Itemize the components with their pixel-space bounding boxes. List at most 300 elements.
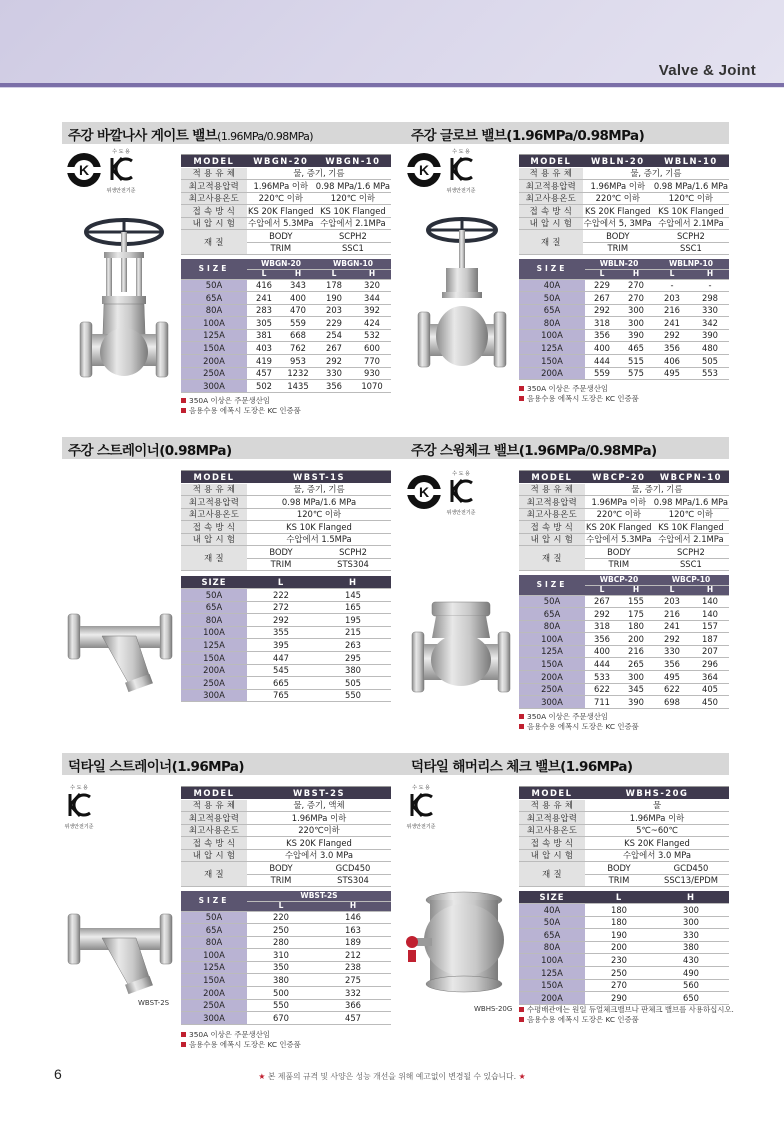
table-row xyxy=(181,999,391,1012)
value-cell: 344 xyxy=(353,292,391,305)
col-header: H xyxy=(691,585,729,595)
spec-value: 1.96MPa 이하 xyxy=(247,812,391,825)
value-cell: 953 xyxy=(281,355,315,368)
value-cell: 146 xyxy=(315,911,391,924)
model-label: MODEL xyxy=(181,155,247,168)
spec-value: KS 20K Flanged xyxy=(585,521,652,532)
size-cell: 300A xyxy=(181,689,247,702)
spec-label: 내 압 시 험 xyxy=(519,533,585,546)
table-row xyxy=(181,961,391,974)
note-bullet-icon xyxy=(519,1007,524,1012)
table-row xyxy=(519,954,729,967)
value-cell: 300 xyxy=(619,304,653,317)
value-cell: 356 xyxy=(585,633,619,646)
value-cell: 270 xyxy=(619,279,653,292)
value-cell: 200 xyxy=(585,941,653,954)
spec-value: KS 20K Flanged xyxy=(583,205,653,218)
value-cell: 330 xyxy=(653,645,691,658)
spec-label: 접 속 방 식 xyxy=(181,521,247,534)
value-cell: 241 xyxy=(653,317,691,330)
value-cell: 490 xyxy=(653,967,729,980)
value-cell: 403 xyxy=(247,342,281,355)
material-part: TRIM xyxy=(585,874,653,887)
star-icon: ★ xyxy=(518,1072,526,1081)
value-cell: 406 xyxy=(653,355,691,368)
note-item: 350A 이상은 주문생산임 xyxy=(181,396,301,406)
size-cell: 50A xyxy=(519,595,585,608)
value-cell: 175 xyxy=(619,608,653,621)
table-row xyxy=(519,292,729,305)
swing-check-valve-icon xyxy=(410,598,512,698)
value-cell: 140 xyxy=(691,608,729,621)
value-cell: 216 xyxy=(653,608,691,621)
spec-value: KS 10K Flanged xyxy=(653,205,729,218)
spec-label: 접 속 방 식 xyxy=(519,521,585,534)
spec-value: 0.98 MPa/1.6 MPa xyxy=(247,496,391,509)
spec-label: 접 속 방 식 xyxy=(181,837,247,850)
col-header: H xyxy=(315,901,391,911)
value-cell: 165 xyxy=(315,601,391,614)
value-cell: 502 xyxy=(247,380,281,393)
note-bullet-icon xyxy=(181,398,186,403)
table-row xyxy=(519,904,729,917)
section-title: 주강 스트레이너(0.98MPa) xyxy=(62,437,412,459)
table-row xyxy=(519,645,729,658)
kc-logo xyxy=(406,784,436,830)
spec-label: 최고사용온도 xyxy=(519,824,585,837)
gate-spec-table xyxy=(181,154,391,255)
value-cell: 457 xyxy=(247,367,281,380)
value-cell: 310 xyxy=(247,949,315,962)
spec-label: 접 속 방 식 xyxy=(519,205,583,218)
material-part: TRIM xyxy=(585,558,653,571)
kc-caption: 위생안전기준 xyxy=(406,824,436,830)
size-cell: 250A xyxy=(519,683,585,696)
value-cell: 400 xyxy=(585,645,619,658)
spec-label: 최고적용압력 xyxy=(519,496,585,509)
material-value: SSC13/EPDM xyxy=(653,874,729,887)
note-bullet-icon xyxy=(181,408,186,413)
material-value: STS304 xyxy=(315,558,391,571)
size-cell: 100A xyxy=(181,949,247,962)
spec-value: KS 10K Flanged xyxy=(315,205,391,218)
table-row xyxy=(519,355,729,368)
value-cell: 275 xyxy=(315,974,391,987)
size-cell: 100A xyxy=(519,633,585,646)
spec-value: 수압에서 3.0 MPa xyxy=(585,849,729,862)
size-cell: 65A xyxy=(181,924,247,937)
swing-notes xyxy=(519,712,639,732)
spec-value: 물 xyxy=(585,799,729,812)
table-row xyxy=(519,979,729,992)
spec-value: 수압에서 2.1MPa xyxy=(315,217,391,230)
material-part: TRIM xyxy=(583,242,653,255)
value-cell: 330 xyxy=(691,304,729,317)
table-row xyxy=(181,279,391,292)
col-header: L xyxy=(247,901,315,911)
spec-label: 내 압 시 험 xyxy=(181,533,247,546)
value-cell: 390 xyxy=(619,696,653,709)
material-label: 재 질 xyxy=(181,862,247,887)
size-cell: 125A xyxy=(519,967,585,980)
section-title: 덕타일 스트레이너(1.96MPa) xyxy=(62,753,412,775)
table-row xyxy=(181,367,391,380)
material-label: 재 질 xyxy=(519,862,585,887)
kc-mark-icon xyxy=(408,791,434,819)
value-cell: 665 xyxy=(247,677,315,690)
size-label: SIZE xyxy=(181,891,247,911)
value-cell: 187 xyxy=(691,633,729,646)
table-row xyxy=(519,658,729,671)
spec-value: KS 20K Flanged xyxy=(247,837,391,850)
value-cell: 457 xyxy=(315,1012,391,1025)
value-cell: 157 xyxy=(691,620,729,633)
value-cell: 553 xyxy=(691,367,729,380)
value-cell: 444 xyxy=(585,355,619,368)
value-cell: 263 xyxy=(315,639,391,652)
size-cell: 150A xyxy=(181,974,247,987)
size-cell: 80A xyxy=(181,936,247,949)
value-cell: 300 xyxy=(653,916,729,929)
value-cell: 145 xyxy=(315,589,391,602)
size-cell: 80A xyxy=(181,304,247,317)
value-cell: 559 xyxy=(585,367,619,380)
table-row xyxy=(519,683,729,696)
value-cell: 216 xyxy=(653,304,691,317)
value-cell: 356 xyxy=(585,329,619,342)
value-cell: 356 xyxy=(653,658,691,671)
value-cell: 515 xyxy=(619,355,653,368)
svg-text:K: K xyxy=(78,162,90,178)
value-cell: 272 xyxy=(247,601,315,614)
strainer-image xyxy=(66,600,176,699)
size-cell: 65A xyxy=(519,304,585,317)
spec-label: 최고적용압력 xyxy=(519,812,585,825)
gate-notes xyxy=(181,396,301,416)
kc-top-label: 수 도 용 xyxy=(412,785,430,791)
material-part: BODY xyxy=(247,862,315,875)
spec-value: 물, 증기, 기름 xyxy=(247,483,391,496)
note-item: 음용수용 에폭시 도장은 KC 인증품 xyxy=(181,1040,301,1050)
value-cell: 292 xyxy=(585,304,619,317)
section-hammerless-check-valve xyxy=(405,753,729,775)
value-cell: 300 xyxy=(619,317,653,330)
value-cell: 424 xyxy=(353,317,391,330)
value-cell: 355 xyxy=(247,626,315,639)
size-model-2: WBGN-10 xyxy=(315,259,391,269)
table-row xyxy=(519,279,729,292)
table-row xyxy=(181,626,391,639)
swing-spec-table xyxy=(519,470,729,571)
model-label: MODEL xyxy=(181,787,247,800)
material-part: BODY xyxy=(583,230,653,243)
value-cell: 180 xyxy=(619,620,653,633)
value-cell: 250 xyxy=(585,967,653,980)
table-row xyxy=(519,367,729,380)
value-cell: 444 xyxy=(585,658,619,671)
page-number: 6 xyxy=(54,1066,62,1082)
value-cell: 238 xyxy=(315,961,391,974)
header-rule xyxy=(0,83,784,87)
table-row xyxy=(181,1012,391,1025)
table-row xyxy=(181,652,391,665)
model-1: WBLN-20 xyxy=(583,155,653,168)
kc-mark-icon xyxy=(448,477,474,505)
note-item: 350A 이상은 주문생산임 xyxy=(519,712,639,722)
value-cell: 296 xyxy=(691,658,729,671)
material-part: TRIM xyxy=(247,558,315,571)
value-cell: 155 xyxy=(619,595,653,608)
value-cell: 560 xyxy=(653,979,729,992)
spec-value: 220℃이하 xyxy=(247,824,391,837)
value-cell: 364 xyxy=(691,671,729,684)
col-header: H xyxy=(653,891,729,904)
table-row xyxy=(181,614,391,627)
table-row xyxy=(181,639,391,652)
col-header: H xyxy=(619,269,653,279)
strainer-size-table xyxy=(181,576,391,702)
size-model-2: WBCP-10 xyxy=(653,575,729,585)
value-cell: - xyxy=(691,279,729,292)
model-label: MODEL xyxy=(519,471,585,484)
kc-logo xyxy=(446,470,476,516)
size-cell: 250A xyxy=(181,999,247,1012)
value-cell: 366 xyxy=(315,999,391,1012)
size-model-1: WBST-2S xyxy=(247,891,391,901)
spec-value: 0.98 MPa/1.6 MPa xyxy=(315,180,390,191)
y-strainer-icon xyxy=(66,600,176,695)
spec-value: 수압에서 3.0 MPa xyxy=(247,849,391,862)
material-value: SCPH2 xyxy=(315,230,391,243)
size-cell: 300A xyxy=(181,380,247,393)
spec-label: 최고사용온도 xyxy=(181,192,247,205)
col-header: H xyxy=(315,576,391,589)
col-header: L xyxy=(585,585,619,595)
value-cell: 350 xyxy=(247,961,315,974)
star-icon: ★ xyxy=(258,1072,266,1081)
kc-logo xyxy=(446,148,476,194)
gate-size-table xyxy=(181,259,391,393)
kc-top-label: 수 도 용 xyxy=(112,149,130,155)
value-cell: 203 xyxy=(653,292,691,305)
size-cell: 200A xyxy=(519,671,585,684)
size-cell: 40A xyxy=(519,279,585,292)
spec-value: 물, 증기, 액체 xyxy=(247,799,391,812)
value-cell: 216 xyxy=(619,645,653,658)
col-header: H xyxy=(353,269,391,279)
value-cell: 600 xyxy=(353,342,391,355)
svg-text:K: K xyxy=(418,162,430,178)
page-header xyxy=(0,0,784,88)
section-ductile-strainer xyxy=(62,753,412,775)
spec-value: 120℃ 이하 xyxy=(653,192,729,205)
table-row xyxy=(181,589,391,602)
spec-label: 적 용 유 체 xyxy=(519,483,585,496)
kc-mark-icon xyxy=(66,791,92,819)
value-cell: 283 xyxy=(247,304,281,317)
size-label: SIZE xyxy=(519,259,585,279)
value-cell: 140 xyxy=(691,595,729,608)
table-row xyxy=(519,671,729,684)
size-cell: 80A xyxy=(519,317,585,330)
section-strainer xyxy=(62,437,412,459)
ks-mark-icon xyxy=(404,150,444,190)
table-row xyxy=(181,664,391,677)
spec-label: 적 용 유 체 xyxy=(519,799,585,812)
value-cell: 381 xyxy=(247,329,281,342)
note-item: 음용수용 에폭시 도장은 KC 인증품 xyxy=(519,1015,734,1025)
spec-label: 적 용 유 체 xyxy=(181,799,247,812)
size-cell: 100A xyxy=(181,317,247,330)
value-cell: 505 xyxy=(315,677,391,690)
value-cell: 343 xyxy=(281,279,315,292)
spec-value: KS 20K Flanged xyxy=(585,837,729,850)
size-cell: 50A xyxy=(181,911,247,924)
col-header: L xyxy=(653,585,691,595)
ks-mark-icon xyxy=(404,472,444,512)
value-cell: 195 xyxy=(315,614,391,627)
value-cell: 203 xyxy=(653,595,691,608)
spec-value: 5℃~60℃ xyxy=(585,824,729,837)
value-cell: 770 xyxy=(353,355,391,368)
table-row xyxy=(181,987,391,1000)
spec-label: 최고사용온도 xyxy=(519,508,585,521)
spec-label: 접 속 방 식 xyxy=(181,205,247,218)
material-value: SSC1 xyxy=(653,242,729,255)
material-part: BODY xyxy=(247,546,315,559)
value-cell: 405 xyxy=(691,683,729,696)
size-label: SIZE xyxy=(519,891,585,904)
note-bullet-icon xyxy=(181,1042,186,1047)
spec-value: 물, 증기, 기름 xyxy=(583,167,729,180)
value-cell: 215 xyxy=(315,626,391,639)
spec-label: 내 압 시 험 xyxy=(181,849,247,862)
size-cell: 250A xyxy=(181,677,247,690)
spec-value: 0.98 MPa/1.6 MPa xyxy=(653,180,728,191)
spec-label: 최고적용압력 xyxy=(181,180,247,193)
table-row xyxy=(181,677,391,690)
table-row xyxy=(181,689,391,702)
value-cell: 380 xyxy=(315,664,391,677)
value-cell: 300 xyxy=(619,671,653,684)
footer-note-text: 본 제품의 규격 및 사양은 성능 개선을 위해 예고없이 변경될 수 있습니다. xyxy=(267,1072,517,1081)
value-cell: 180 xyxy=(585,904,653,917)
table-row xyxy=(519,941,729,954)
size-model-1: WBLN-20 xyxy=(585,259,653,269)
table-row xyxy=(519,696,729,709)
table-row xyxy=(181,949,391,962)
spec-value: 0.98 MPa/1.6 MPa xyxy=(653,496,728,507)
value-cell: 220 xyxy=(247,911,315,924)
size-model-1: WBCP-20 xyxy=(585,575,653,585)
spec-value: 물, 증기, 기름 xyxy=(247,167,391,180)
col-header: L xyxy=(315,269,353,279)
material-value: SSC1 xyxy=(315,242,391,255)
value-cell: 332 xyxy=(315,987,391,1000)
table-row xyxy=(181,355,391,368)
globe-notes xyxy=(519,384,639,404)
note-item: 수평배관에는 원일 듀얼체크밸브나 판체크 밸브를 사용하십시오. xyxy=(519,1005,734,1015)
hammerless-caption: WBHS-20G xyxy=(474,1005,513,1013)
gate-valve-icon xyxy=(74,212,174,397)
table-row xyxy=(519,595,729,608)
material-label: 재 질 xyxy=(181,230,247,255)
spec-label: 적 용 유 체 xyxy=(181,483,247,496)
value-cell: 450 xyxy=(691,696,729,709)
value-cell: 390 xyxy=(619,329,653,342)
value-cell: 203 xyxy=(315,304,353,317)
kc-mark-icon xyxy=(108,155,134,183)
kc-caption: 위생안전기준 xyxy=(446,510,476,516)
hammerless-check-valve-icon xyxy=(404,890,514,1000)
size-label: SIZE xyxy=(181,259,247,279)
table-row xyxy=(519,317,729,330)
material-value: SCPH2 xyxy=(653,546,729,559)
size-cell: 150A xyxy=(519,355,585,368)
model-label: MODEL xyxy=(181,471,247,484)
section-globe-valve xyxy=(405,122,729,144)
value-cell: 229 xyxy=(315,317,353,330)
material-part: BODY xyxy=(585,546,653,559)
section-title: 주강 바깔나사 게이트 밸브(1.96MPa/0.98MPa) xyxy=(62,122,412,144)
ks-mark-icon xyxy=(64,150,104,190)
material-value: SCPH2 xyxy=(653,230,729,243)
model-label: MODEL xyxy=(519,155,583,168)
size-cell: 150A xyxy=(181,342,247,355)
value-cell: 430 xyxy=(653,954,729,967)
spec-label: 내 압 시 험 xyxy=(519,849,585,862)
value-cell: 1435 xyxy=(281,380,315,393)
spec-value: 수압에서 5, 3MPa xyxy=(583,218,652,229)
globe-valve-icon xyxy=(412,212,512,382)
value-cell: 292 xyxy=(315,355,353,368)
value-cell: 668 xyxy=(281,329,315,342)
value-cell: 1070 xyxy=(353,380,391,393)
value-cell: 250 xyxy=(247,924,315,937)
value-cell: - xyxy=(653,279,691,292)
size-model-2: WBLNP-10 xyxy=(653,259,729,269)
strainer-spec-table xyxy=(181,470,391,571)
table-row xyxy=(181,380,391,393)
size-cell: 200A xyxy=(519,367,585,380)
table-row xyxy=(519,620,729,633)
table-row xyxy=(181,304,391,317)
y-strainer-icon xyxy=(66,908,176,1003)
table-row xyxy=(519,916,729,929)
size-cell: 50A xyxy=(519,292,585,305)
spec-label: 최고적용압력 xyxy=(519,180,583,193)
value-cell: 190 xyxy=(315,292,353,305)
value-cell: 447 xyxy=(247,652,315,665)
spec-label: 최고사용온도 xyxy=(519,192,583,205)
value-cell: 212 xyxy=(315,949,391,962)
value-cell: 698 xyxy=(653,696,691,709)
material-value: SSC1 xyxy=(653,558,729,571)
header-title: Valve & Joint xyxy=(658,62,756,79)
value-cell: 270 xyxy=(585,979,653,992)
model-1: WBHS-20G xyxy=(585,787,729,800)
spec-value: 120℃ 이하 xyxy=(247,508,391,521)
hammerless-size-table xyxy=(519,891,729,1005)
note-bullet-icon xyxy=(519,724,524,729)
value-cell: 295 xyxy=(315,652,391,665)
model-1: WBGN-20 xyxy=(247,155,315,168)
spec-value: 수압에서 5.3MPa xyxy=(248,218,314,229)
hammerless-notes xyxy=(519,1005,734,1025)
ks-logo xyxy=(404,150,444,194)
note-bullet-icon xyxy=(519,714,524,719)
spec-value: 220℃ 이하 xyxy=(247,192,315,205)
